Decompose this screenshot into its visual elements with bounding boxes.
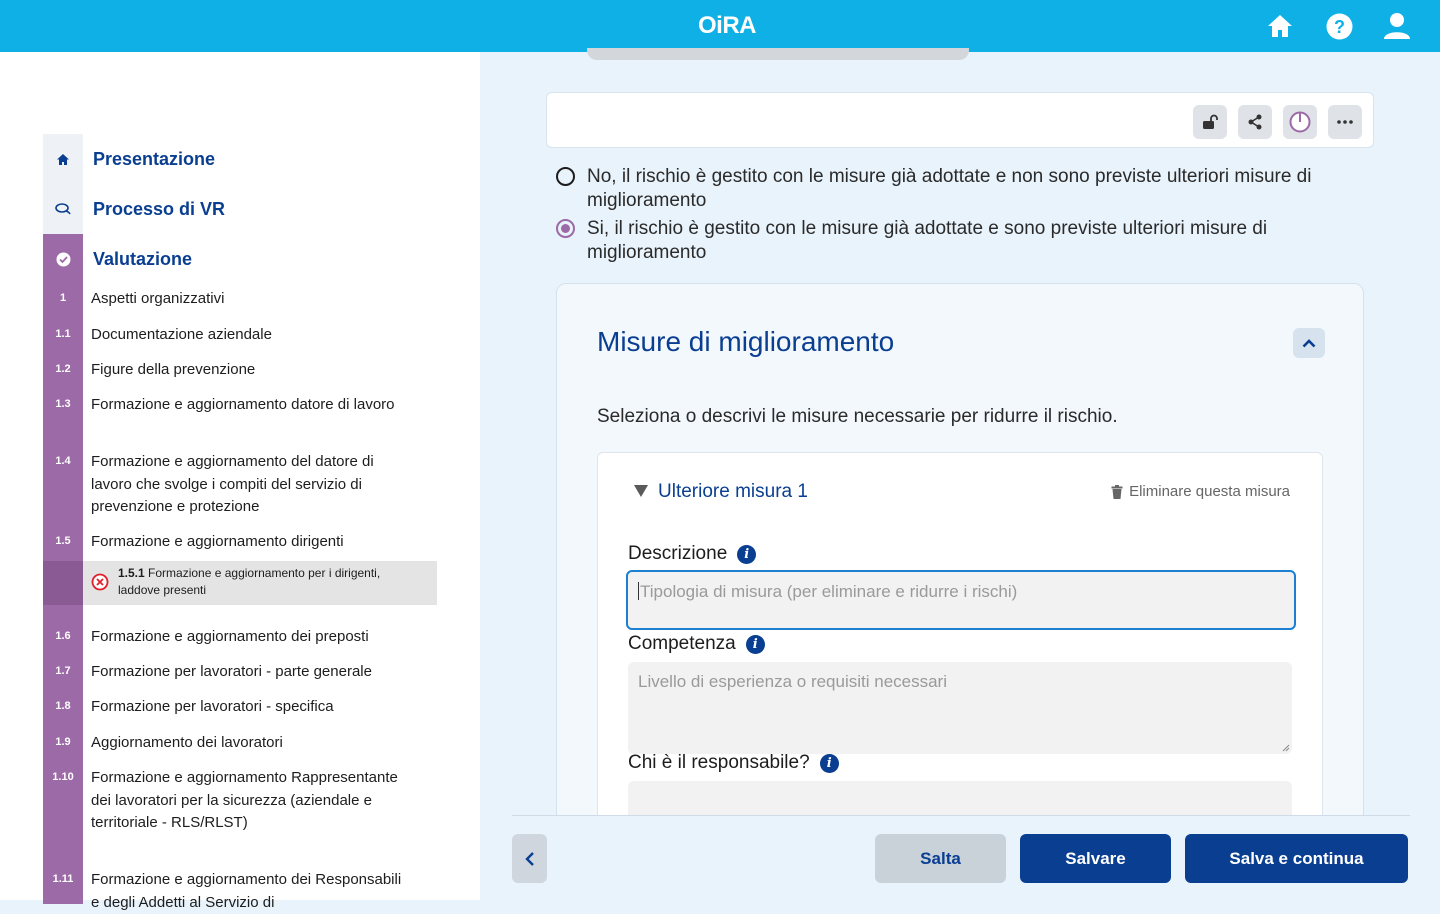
item-number: 1.8 — [55, 700, 71, 712]
sidebar-item[interactable] — [43, 531, 437, 554]
unlock-icon — [1201, 114, 1219, 130]
active-item-rail — [43, 561, 83, 605]
item-number: 1.9 — [55, 736, 71, 748]
descrizione-input[interactable] — [626, 570, 1296, 630]
item-label: Formazione e aggiornamento Rappresentante dei lavoratori per la sicurezza (aziendale e territoriale - RLS/RLST) — [91, 769, 398, 831]
option-si[interactable] — [556, 217, 1357, 265]
chevron-left-icon — [525, 851, 535, 867]
sidebar-link-presentazione[interactable] — [43, 134, 443, 184]
top-bar — [0, 0, 1440, 52]
sidebar-link-label: Valutazione — [93, 248, 193, 269]
option-label: Si, il rischio è gestito con le misure già adottate e sono previste ulteriori misure di miglioramento — [587, 218, 1268, 263]
measure-card — [597, 452, 1323, 872]
caret-down-icon[interactable] — [634, 485, 648, 497]
check-circle-icon — [56, 252, 71, 267]
item-number: 1.7 — [55, 665, 71, 677]
share-icon — [1247, 114, 1263, 130]
item-label: Formazione e aggiornamento dirigenti — [91, 533, 344, 550]
app-logo: OiRA — [698, 12, 756, 39]
responsabile-label — [628, 752, 839, 774]
svg-text:?: ? — [1333, 16, 1345, 37]
sidebar-item[interactable] — [43, 288, 437, 311]
delete-measure-link[interactable] — [1111, 483, 1290, 500]
skip-button[interactable]: Salta — [875, 834, 1006, 883]
sidebar-item-active[interactable] — [43, 561, 437, 605]
input-placeholder: Tipologia di misura (per eliminare e ridurre i rischi) — [640, 582, 1018, 601]
sidebar-item[interactable] — [43, 661, 437, 684]
option-label: No, il rischio è gestito con le misure già adottate e non sono previste ulteriori misure di miglioramento — [587, 166, 1312, 211]
timer-button[interactable] — [1283, 105, 1317, 139]
input-placeholder: Livello di esperienza o requisiti necessari — [638, 672, 947, 691]
main-content — [480, 52, 1440, 900]
item-label: Formazione per lavoratori - parte generale — [91, 663, 372, 680]
item-label: Formazione per lavoratori - specifica — [91, 698, 334, 715]
sidebar — [0, 52, 480, 911]
measure-title[interactable]: Ulteriore misura 1 — [658, 481, 808, 502]
save-button[interactable]: Salvare — [1020, 834, 1171, 883]
error-icon — [91, 573, 109, 591]
sidebar-item[interactable] — [43, 451, 437, 519]
more-button[interactable] — [1328, 105, 1362, 139]
sidebar-link-valutazione[interactable] — [43, 234, 443, 284]
sidebar-item[interactable] — [43, 394, 437, 417]
home-icon[interactable] — [1266, 12, 1294, 40]
item-number: 1.10 — [52, 771, 74, 783]
chevron-up-icon — [1302, 339, 1316, 348]
sidebar-link-label: Processo di VR — [93, 198, 226, 219]
competenza-input[interactable] — [628, 662, 1292, 754]
scrolled-pill — [587, 48, 969, 60]
back-button[interactable] — [512, 834, 547, 883]
chat-icon — [55, 203, 71, 216]
help-icon[interactable] — [1325, 12, 1353, 40]
item-label — [118, 561, 418, 605]
timer-icon — [1289, 111, 1311, 133]
measures-panel — [556, 283, 1364, 843]
field-label-text: Competenza — [628, 633, 736, 654]
footer-bar — [512, 815, 1410, 900]
item-label: Documentazione aziendale — [91, 326, 272, 343]
item-number: 1.3 — [55, 398, 71, 410]
field-label-text: Descrizione — [628, 543, 728, 564]
info-icon[interactable]: i — [746, 635, 765, 654]
collapse-button[interactable] — [1293, 328, 1325, 358]
info-icon[interactable]: i — [820, 754, 839, 773]
sidebar-item[interactable] — [43, 696, 437, 719]
radio-button-checked[interactable] — [556, 219, 575, 238]
item-label: Formazione e aggiornamento datore di lavoro — [91, 396, 395, 413]
item-number: 1 — [59, 292, 67, 304]
sidebar-item[interactable] — [43, 767, 437, 835]
sidebar-item[interactable] — [43, 324, 437, 347]
sidebar-link-label: Presentazione — [93, 148, 216, 169]
item-number: 1.6 — [55, 630, 71, 642]
item-text: Formazione e aggiornamento per i dirigenti, laddove presenti — [118, 566, 381, 597]
sidebar-item[interactable] — [43, 732, 437, 755]
item-number: 1.5 — [55, 535, 71, 547]
item-number: 1.4 — [55, 455, 71, 467]
home-icon — [56, 153, 70, 166]
item-label: Formazione e aggiornamento dei Responsabili e degli Addetti al Servizio di — [91, 871, 402, 911]
sidebar-link-processo[interactable] — [43, 184, 443, 234]
item-number: 1.11 — [52, 873, 74, 885]
item-label: Aspetti organizzativi — [91, 290, 225, 307]
radio-button[interactable] — [556, 167, 575, 186]
info-icon[interactable]: i — [737, 545, 756, 564]
risk-toolbar — [546, 92, 1374, 148]
text-cursor — [638, 582, 639, 600]
item-label: Figure della prevenzione — [91, 361, 256, 378]
save-continue-button[interactable]: Salva e continua — [1185, 834, 1408, 883]
item-number: 1.2 — [55, 363, 71, 375]
sidebar-item[interactable] — [43, 869, 437, 914]
resize-handle-icon[interactable] — [1282, 744, 1290, 752]
option-no[interactable] — [556, 165, 1357, 213]
delete-label: Eliminare questa misura — [1129, 483, 1290, 500]
item-label: Aggiornamento dei lavoratori — [91, 734, 283, 751]
user-icon[interactable] — [1383, 12, 1411, 40]
sidebar-item[interactable] — [43, 359, 437, 382]
more-icon — [1337, 120, 1353, 124]
descrizione-label — [628, 543, 756, 565]
measures-description: Seleziona o descrivi le misure necessarie per ridurre il rischio. — [597, 406, 1118, 427]
share-button[interactable] — [1238, 105, 1272, 139]
unlock-button[interactable] — [1193, 105, 1227, 139]
trash-icon — [1111, 485, 1123, 499]
measures-title: Misure di miglioramento — [597, 326, 895, 357]
field-label-text: Chi è il responsabile? — [628, 752, 810, 773]
item-label: Formazione e aggiornamento dei preposti — [91, 628, 369, 645]
item-number: 1.1 — [55, 328, 71, 340]
sidebar-item[interactable] — [43, 626, 437, 649]
item-number: 1.5.1 — [118, 566, 145, 580]
competenza-label — [628, 633, 765, 655]
item-label: Formazione e aggiornamento del datore di lavoro che svolge i compiti del servizio di prevenzione e protezione — [91, 453, 374, 515]
